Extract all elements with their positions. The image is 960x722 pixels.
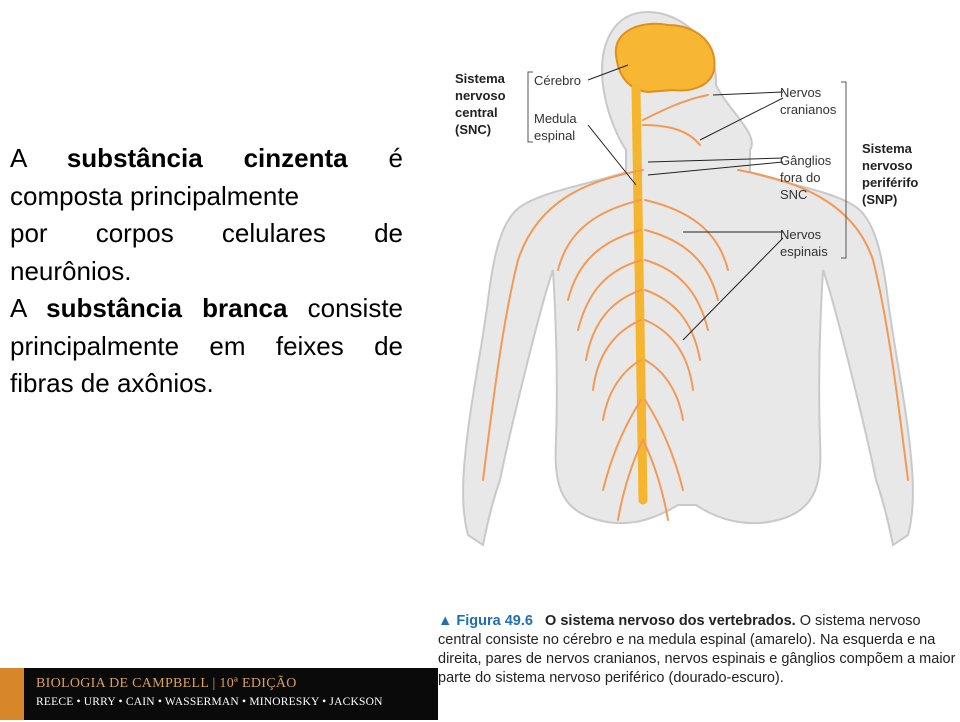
label-nervos-espinais: Nervos espinais bbox=[780, 227, 828, 259]
caption-body: O sistema nervoso central consiste no cérebro e na medula espinal (amarelo). Na esquerda e na direita, pares de nervos cranianos, nervos espinais e gânglios compõem a maior parte do sistema nervoso periférico (dourado-escuro). bbox=[438, 613, 956, 686]
paragraph-gray-matter: A substância cinzenta é composta principalmente bbox=[10, 143, 404, 211]
label-snc: Sistema nervoso central (SNC) bbox=[455, 71, 506, 137]
term-gray-matter: substância cinzenta bbox=[66, 143, 348, 173]
footer-bar bbox=[0, 668, 438, 720]
footer-authors: REECE • URRY • CAIN • WASSERMAN • MINORESKY • JACKSON bbox=[36, 696, 383, 708]
label-cerebro: Cérebro bbox=[534, 73, 581, 88]
term-white-matter: substância branca bbox=[46, 293, 288, 323]
brain-shape bbox=[616, 24, 715, 92]
body-silhouette bbox=[463, 12, 913, 545]
label-snp: Sistema nervoso periférifo (SNP) bbox=[862, 141, 919, 207]
label-ganglios: Gânglios fora do SNC bbox=[780, 153, 832, 202]
label-nervos-cranianos: Nervos cranianos bbox=[780, 85, 837, 117]
caption-figure-number: Figura 49.6 bbox=[456, 613, 533, 629]
paragraph-gray-matter-cont: por corpos celulares de neurônios. bbox=[10, 218, 403, 286]
footer-accent bbox=[0, 668, 24, 720]
paragraph-white-matter: A substância branca consiste principalmente em feixes de fibras de axônios. bbox=[10, 293, 404, 398]
label-medula: Medula espinal bbox=[534, 111, 577, 143]
caption-triangle-icon: ▲ bbox=[438, 613, 453, 629]
snc-bracket bbox=[528, 72, 533, 142]
caption-title: O sistema nervoso dos vertebrados. bbox=[545, 613, 796, 629]
figure-caption bbox=[438, 610, 958, 722]
footer-book-title: BIOLOGIA DE CAMPBELL | 10ª EDIÇÃO bbox=[36, 676, 297, 691]
body-text bbox=[10, 140, 403, 403]
nervous-system-figure bbox=[438, 0, 960, 612]
